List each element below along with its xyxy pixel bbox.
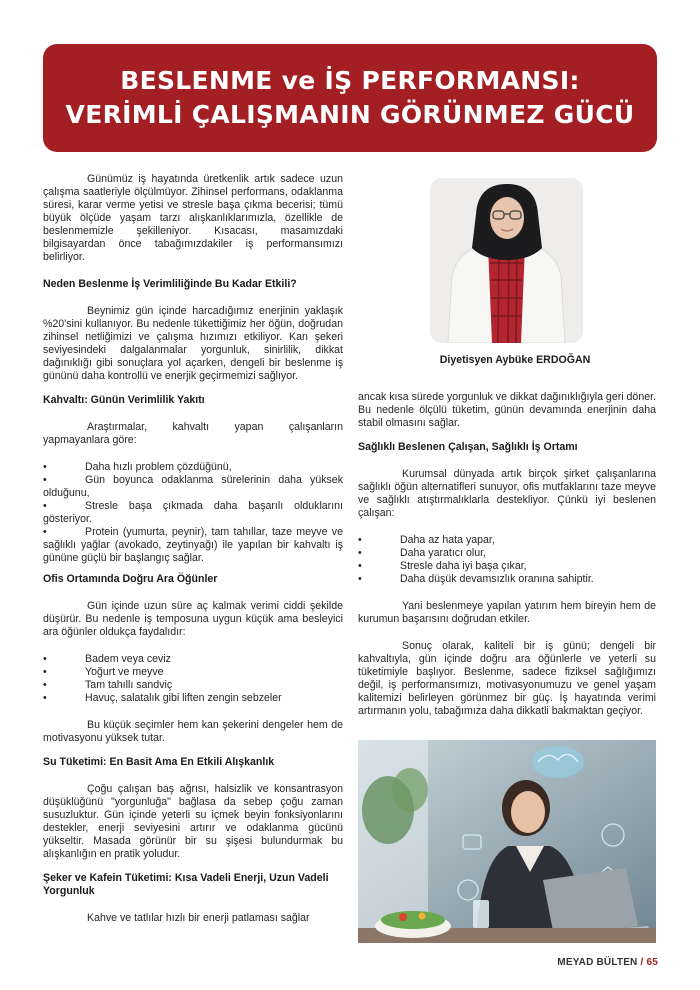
paragraph-office-snacks: Gün içinde uzun süre aç kalmak verimi ciddi şekilde düşürür. Bu nedenle iş temposuna uygun küçük ama besleyici ara öğünler oldukça faydalıdır: (43, 600, 343, 638)
list-item: • Havuç, salatalık gibi liften zengin sebzeler (43, 692, 343, 705)
heading-why-nutrition: Neden Beslenme İş Verimliliğinde Bu Kadar Etkili? (43, 278, 297, 290)
office-worker-illustration (358, 740, 656, 943)
list-item: • Gün boyunca odaklanma sürelerinin daha yüksek olduğunu, (43, 474, 343, 500)
heading-breakfast: Kahvaltı: Günün Verimlilik Yakıtı (43, 394, 205, 406)
left-column (43, 173, 343, 925)
paragraph-healthy-workplace: Kurumsal dünyada artık birçok şirket çalışanlarına sağlıklı öğün alternatifleri sunuyor, ofis mutfaklarını taze meyve ve sağlıklı atıştırmalıklarla destekliyor. Çünkü iyi beslenen çalışan: (358, 468, 656, 519)
list-item: • Daha hızlı problem çözdüğünü, (43, 461, 343, 474)
title-banner (43, 44, 657, 152)
paragraph-sugar-start: Kahve ve tatlılar hızlı bir enerji patlaması sağlar (87, 912, 310, 924)
author-caption: Diyetisyen Aybüke ERDOĞAN (439, 354, 591, 366)
paragraph-water: Çoğu çalışan baş ağrısı, halsizlik ve konsantrasyon düşüklüğünü "yorgunluğa" bağlasa da sebep çoğu zaman susuzluktur. Gün içinde yeterli su içmek beyin fonksiyonlarını destekler, enerji seviyesini artırır ve odaklanma gücünü yükseltir. Masada görünür bir su şişesi bulundurmak bu alışkanlığın en pratik yoludur. (43, 783, 343, 860)
heading-sugar-caffeine: Şeker ve Kafein Tüketimi: Kısa Vadeli Enerji, Uzun Vadeli Yorgunluk (43, 872, 329, 897)
heading-healthy-workplace: Sağlıklı Beslenen Çalışan, Sağlıklı İş Ortamı (358, 441, 578, 453)
paragraph-breakfast: Araştırmalar, kahvaltı yapan çalışanların yapmayanlara göre: (43, 421, 343, 446)
page-number: 65 (646, 957, 658, 968)
list-item: • Daha az hata yapar, (358, 534, 656, 547)
office-worker-photo (358, 740, 656, 943)
breakfast-benefits-list (43, 461, 343, 565)
heading-water: Su Tüketimi: En Basit Ama En Etkili Alışkanlık (43, 756, 275, 768)
intro-paragraph: Günümüz iş hayatında üretkenlik artık sadece uzun çalışma saatleriyle ölçülmüyor. Zihinsel performans, odaklanma süresi, karar verme yetisi ve stresle başa çıkma becerisi; tümü büyük ölçüde yaşam tarzı alışkanlıklarımızla, özellikle de beslenmemizle şekilleniyor. Kısacası, masamızdaki bilgisayardan önce tabağımızdakiler iş performansımızı belirliyor. (43, 173, 343, 263)
list-item: • Protein (yumurta, peynir), tam tahıllar, taze meyve ve sağlıklı yağlar (avokado, zeytinyağı) ile yapılan bir kahvaltı iş gününe güçlü bir başlangıç sağlar. (43, 526, 343, 565)
list-item: • Tam tahıllı sandviç (43, 679, 343, 692)
author-portrait-illustration (430, 178, 583, 343)
paragraph-snacks-after: Bu küçük seçimler hem kan şekerini dengeler hem de motivasyonu yüksek tutar. (43, 719, 343, 744)
healthy-employee-list (358, 534, 656, 586)
author-portrait (430, 178, 583, 343)
list-item: • Yoğurt ve meyve (43, 666, 343, 679)
list-item: • Stresle daha iyi başa çıkar, (358, 560, 656, 573)
paragraph-conclusion: Sonuç olarak, kaliteli bir iş günü; dengeli bir kahvaltıyla, gün içinde doğru ara öğünlerle ve yeterli su tüketimiyle başlıyor. Beslenme, sadece fiziksel sağlığımızı değil, iş performansımızı, motivasyonumuzu ve genel yaşam kalitemizi belirleyen görünmez bir güç. İş hayatında verimi artırmanın yolu, tabağımıza daha dikkatli bakmaktan geçiyor. (358, 640, 656, 717)
list-item: • Daha düşük devamsızlık oranına sahiptir. (358, 573, 656, 586)
title-line-1: BESLENME ve İŞ PERFORMANSI: (120, 66, 580, 95)
footer-separator: / (640, 957, 644, 968)
right-column (358, 391, 656, 718)
paragraph-investment: Yani beslenmeye yapılan yatırım hem bireyin hem de kurumun başarısını doğrudan etkiler. (358, 600, 656, 625)
page-footer (557, 957, 658, 968)
heading-office-snacks: Ofis Ortamında Doğru Ara Öğünler (43, 573, 218, 585)
title-line-2: VERİMLİ ÇALIŞMANIN GÖRÜNMEZ GÜCÜ (65, 100, 635, 129)
paragraph-why-nutrition: Beynimiz gün içinde harcadığımız enerjinin yaklaşık %20'sini kullanıyor. Bu nedenle tükettiğimiz her öğün, doğrudan zihinsel netliğimizi ve çalışma hızımızı etkiliyor. Kan şekeri seviyesindeki dalgalanmalar yorgunluk, sinirlilik, dikkat dağınıklığı gibi sonuçlara yol açarken, dengeli bir beslenme iş gününü daha kontrollü ve enerjik geçirmemizi sağlıyor. (43, 305, 343, 382)
paragraph-sugar-continued: ancak kısa sürede yorgunluk ve dikkat dağınıklığıyla geri döner. Bu nedenle ölçülü tüketim, günün devamında enerjinin daha stabil olmasını sağlar. (358, 391, 656, 429)
list-item: • Daha yaratıcı olur, (358, 547, 656, 560)
list-item: • Badem veya ceviz (43, 653, 343, 666)
list-item: • Stresle başa çıkmada daha başarılı olduklarını gösteriyor. (43, 500, 343, 526)
publication-name: MEYAD BÜLTEN (557, 957, 638, 968)
snack-list (43, 653, 343, 705)
